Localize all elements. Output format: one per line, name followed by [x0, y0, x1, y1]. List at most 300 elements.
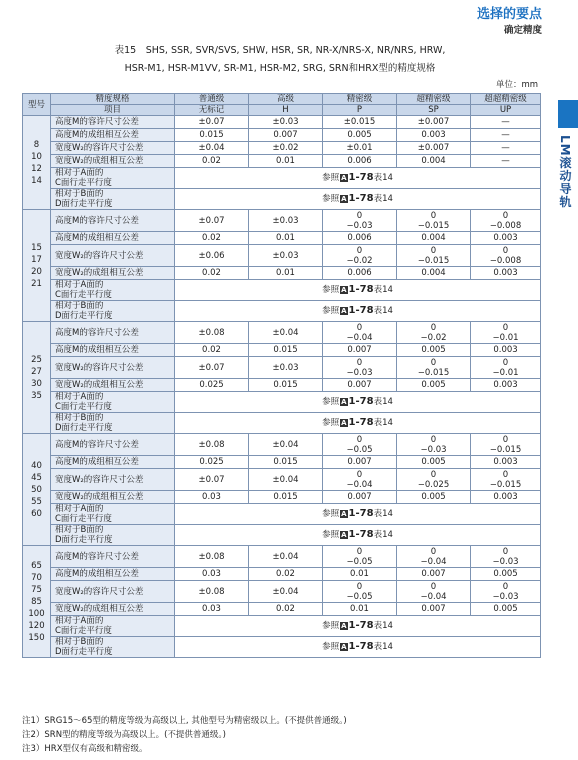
value-line: 0.007	[273, 130, 298, 140]
value-cell	[175, 491, 249, 504]
value-cell	[397, 456, 471, 469]
value-line: ±0.007	[417, 143, 450, 153]
value-line: ±0.06	[198, 250, 225, 261]
value-line: 0	[356, 357, 363, 368]
value-cell	[471, 568, 541, 581]
reference-table: 表14	[373, 397, 393, 407]
item-label: 高度M的容许尺寸公差	[51, 322, 175, 344]
reference-cell	[175, 616, 541, 637]
value-cell	[323, 155, 397, 168]
tolerance-row	[23, 322, 541, 344]
reference-section-mark: A	[341, 419, 347, 427]
tolerance-row	[23, 434, 541, 456]
value-line: 0.004	[421, 268, 446, 278]
value-line: ±0.03	[272, 117, 299, 127]
tolerance-row	[23, 210, 541, 232]
value-line: 0.007	[347, 345, 372, 355]
value-cell	[471, 232, 541, 245]
model-size: 45	[31, 472, 42, 483]
value-cell	[397, 210, 471, 232]
value-line: 0.003	[493, 492, 518, 502]
value-line: 0.01	[276, 233, 295, 243]
item-label-line: 相对于A面的	[55, 280, 104, 290]
value-line: −0.03	[346, 367, 373, 378]
value-cell	[323, 603, 397, 616]
reference-page: 1-78	[348, 508, 374, 519]
reference-prefix: 参照	[322, 418, 340, 428]
footnotes	[22, 714, 347, 756]
value-cell	[249, 322, 323, 344]
model-size: 20	[31, 266, 42, 277]
value-line: —	[501, 143, 510, 153]
tolerance-row	[23, 546, 541, 568]
model-size: 21	[31, 278, 42, 289]
value-cell	[323, 322, 397, 344]
value-cell	[323, 546, 397, 568]
item-label: 高度M的成组相互公差	[51, 456, 175, 469]
header-grade-code: UP	[471, 105, 541, 116]
value-line: 0.005	[347, 130, 372, 140]
value-cell	[175, 142, 249, 155]
item-label: 宽度W₂的容许尺寸公差	[51, 469, 175, 491]
value-line: 0.03	[202, 569, 221, 579]
tolerance-row	[23, 232, 541, 245]
model-sizes-cell	[23, 546, 51, 658]
value-cell	[471, 357, 541, 379]
model-size: 25	[31, 354, 42, 365]
value-line: −0.05	[346, 556, 373, 567]
value-cell	[175, 379, 249, 392]
value-line: −0.015	[417, 220, 450, 231]
value-cell	[323, 267, 397, 280]
model-size: 100	[28, 608, 45, 619]
value-cell	[397, 581, 471, 603]
parallelism-row	[23, 189, 541, 210]
value-line: −0.015	[417, 255, 450, 266]
value-cell	[175, 116, 249, 129]
parallelism-row	[23, 168, 541, 189]
value-line: 0.02	[202, 156, 221, 166]
value-line: 0	[430, 546, 437, 557]
item-label	[51, 301, 175, 322]
model-sizes-cell	[23, 210, 51, 322]
item-label: 高度M的成组相互公差	[51, 129, 175, 142]
model-size: 150	[28, 632, 45, 643]
value-line: ±0.01	[346, 143, 373, 153]
subsection-title: 确定精度	[503, 25, 542, 36]
value-line: −0.05	[346, 444, 373, 455]
value-line: −0.015	[489, 444, 522, 455]
footnote: 注2）SRN型的精度等级为高级以上。(不提供普通级。)	[22, 730, 226, 740]
value-line: 0.007	[347, 380, 372, 390]
value-cell	[175, 357, 249, 379]
value-line: ±0.07	[198, 215, 225, 226]
value-line: ±0.07	[198, 362, 225, 373]
model-size: 55	[31, 496, 42, 507]
header-grade-code: 无标记	[175, 105, 249, 116]
reference-table: 表14	[373, 306, 393, 316]
value-cell	[471, 603, 541, 616]
model-size: 27	[31, 366, 42, 377]
value-cell	[175, 568, 249, 581]
reference-prefix: 参照	[322, 194, 340, 204]
value-cell	[397, 344, 471, 357]
reference-section-mark: A	[341, 174, 347, 182]
parallelism-row	[23, 616, 541, 637]
item-label-line: 相对于A面的	[55, 616, 104, 626]
value-line: 0.015	[199, 130, 224, 140]
tolerance-row	[23, 267, 541, 280]
item-label: 高度M的容许尺寸公差	[51, 434, 175, 456]
value-line: 0.025	[199, 457, 224, 467]
value-line: ±0.04	[272, 586, 299, 597]
reference-cell	[175, 301, 541, 322]
value-cell	[471, 267, 541, 280]
value-line: 0	[356, 469, 363, 480]
item-label-line: D面行走平行度	[55, 423, 113, 433]
item-label-line: C面行走平行度	[55, 514, 112, 524]
value-cell	[323, 142, 397, 155]
value-cell	[249, 357, 323, 379]
tolerance-row	[23, 568, 541, 581]
tolerance-row	[23, 379, 541, 392]
value-cell	[249, 434, 323, 456]
model-size: 30	[31, 378, 42, 389]
model-size: 14	[31, 175, 42, 186]
model-sizes-cell	[23, 434, 51, 546]
item-label-line: 相对于B面的	[55, 413, 104, 423]
header-grade-code: H	[249, 105, 323, 116]
item-label	[51, 637, 175, 658]
model-size: 40	[31, 460, 42, 471]
item-label-line: 相对于B面的	[55, 637, 104, 647]
item-label: 宽度W₂的容许尺寸公差	[51, 581, 175, 603]
value-line: 0.005	[421, 380, 446, 390]
item-label: 宽度W₂的成组相互公差	[51, 155, 175, 168]
value-line: −0.02	[346, 255, 373, 266]
item-label-line: 相对于A面的	[55, 392, 104, 402]
value-line: 0.006	[347, 156, 372, 166]
reference-table: 表14	[373, 173, 393, 183]
item-label-line: D面行走平行度	[55, 535, 113, 545]
value-line: −0.05	[346, 591, 373, 602]
model-sizes-cell	[23, 116, 51, 210]
value-cell	[175, 434, 249, 456]
value-line: 0.007	[347, 492, 372, 502]
reference-section-mark: A	[341, 195, 347, 203]
item-label: 高度M的容许尺寸公差	[51, 116, 175, 129]
item-label	[51, 189, 175, 210]
reference-table: 表14	[373, 285, 393, 295]
value-cell	[175, 155, 249, 168]
reference-cell	[175, 168, 541, 189]
value-cell	[397, 603, 471, 616]
value-cell	[249, 267, 323, 280]
model-size: 17	[31, 254, 42, 265]
header-grade-name: 超精密级	[397, 94, 471, 105]
value-cell	[471, 210, 541, 232]
tolerance-row	[23, 344, 541, 357]
value-line: 0.02	[276, 604, 295, 614]
parallelism-row	[23, 637, 541, 658]
value-line: 0	[502, 581, 509, 592]
parallelism-row	[23, 392, 541, 413]
value-line: ±0.007	[417, 117, 450, 127]
value-line: 0	[430, 357, 437, 368]
reference-cell	[175, 189, 541, 210]
reference-cell	[175, 280, 541, 301]
value-cell	[397, 267, 471, 280]
reference-prefix: 参照	[322, 621, 340, 631]
item-label-line: D面行走平行度	[55, 199, 113, 209]
value-cell	[397, 357, 471, 379]
value-cell	[471, 129, 541, 142]
reference-table: 表14	[373, 642, 393, 652]
value-cell	[323, 434, 397, 456]
value-line: 0	[430, 434, 437, 445]
value-cell	[175, 232, 249, 245]
reference-section-mark: A	[341, 643, 347, 651]
header-grade-name: 超超精密级	[471, 94, 541, 105]
value-line: −0.03	[492, 556, 519, 567]
model-size: 10	[31, 151, 42, 162]
parallelism-row	[23, 504, 541, 525]
value-cell	[471, 469, 541, 491]
value-line: 0.015	[273, 345, 298, 355]
value-cell	[175, 322, 249, 344]
reference-section-mark: A	[341, 622, 347, 630]
tolerance-row	[23, 603, 541, 616]
value-cell	[397, 245, 471, 267]
value-cell	[249, 568, 323, 581]
value-line: −0.03	[346, 220, 373, 231]
reference-page: 1-78	[348, 641, 374, 652]
value-line: −0.04	[346, 479, 373, 490]
value-line: 0.02	[202, 268, 221, 278]
model-sizes-cell	[23, 322, 51, 434]
value-line: 0	[502, 469, 509, 480]
value-cell	[397, 379, 471, 392]
value-cell	[397, 491, 471, 504]
value-line: 0.007	[421, 569, 446, 579]
value-cell	[249, 210, 323, 232]
value-line: ±0.07	[198, 474, 225, 485]
value-line: ±0.04	[198, 143, 225, 153]
side-tab-marker	[558, 100, 578, 128]
value-line: ±0.08	[198, 327, 225, 338]
value-line: 0.003	[493, 457, 518, 467]
value-line: 0.015	[273, 457, 298, 467]
value-line: 0.003	[493, 380, 518, 390]
item-label: 宽度W₂的成组相互公差	[51, 603, 175, 616]
value-cell	[397, 568, 471, 581]
value-line: −0.04	[346, 332, 373, 343]
value-cell	[397, 322, 471, 344]
reference-page: 1-78	[348, 193, 374, 204]
value-line: 0.006	[347, 268, 372, 278]
value-cell	[249, 456, 323, 469]
value-line: 0.03	[202, 604, 221, 614]
reference-page: 1-78	[348, 305, 374, 316]
reference-prefix: 参照	[322, 306, 340, 316]
value-cell	[249, 546, 323, 568]
reference-prefix: 参照	[322, 285, 340, 295]
value-cell	[397, 434, 471, 456]
value-cell	[471, 322, 541, 344]
value-cell	[175, 581, 249, 603]
footnote: 注1）SRG15～65型的精度等级为高级以上, 其他型号为精密级以上。(不提供普通级。)	[22, 716, 347, 726]
value-cell	[175, 210, 249, 232]
parallelism-row	[23, 280, 541, 301]
value-line: ±0.07	[198, 117, 225, 127]
value-cell	[323, 568, 397, 581]
value-cell	[249, 232, 323, 245]
value-cell	[471, 245, 541, 267]
item-label	[51, 413, 175, 434]
value-cell	[471, 116, 541, 129]
tolerance-row	[23, 456, 541, 469]
value-line: 0.005	[421, 345, 446, 355]
value-line: ±0.04	[272, 474, 299, 485]
value-cell	[323, 232, 397, 245]
reference-page: 1-78	[348, 396, 374, 407]
value-cell	[397, 155, 471, 168]
value-cell	[249, 581, 323, 603]
model-size: 35	[31, 390, 42, 401]
reference-table: 表14	[373, 418, 393, 428]
header-grade-name: 普通级	[175, 94, 249, 105]
reference-prefix: 参照	[322, 173, 340, 183]
model-size: 8	[33, 139, 40, 150]
reference-cell	[175, 637, 541, 658]
section-title: 选择的要点	[476, 7, 542, 22]
value-line: 0	[502, 245, 509, 256]
item-label-line: D面行走平行度	[55, 647, 113, 657]
model-size: 65	[31, 560, 42, 571]
value-cell	[249, 469, 323, 491]
item-label	[51, 168, 175, 189]
value-line: 0.003	[421, 130, 446, 140]
model-size: 12	[31, 163, 42, 174]
value-line: −0.03	[492, 591, 519, 602]
reference-section-mark: A	[341, 398, 347, 406]
value-cell	[249, 491, 323, 504]
value-cell	[397, 469, 471, 491]
precision-spec-table	[22, 93, 541, 658]
parallelism-row	[23, 301, 541, 322]
tolerance-row	[23, 116, 541, 129]
value-cell	[323, 210, 397, 232]
reference-cell	[175, 525, 541, 546]
reference-page: 1-78	[348, 417, 374, 428]
footnote: 注3）HRX型仅有高级和精密级。	[22, 744, 148, 754]
item-label: 高度M的容许尺寸公差	[51, 210, 175, 232]
value-cell	[323, 581, 397, 603]
model-size: 70	[31, 572, 42, 583]
value-cell	[249, 116, 323, 129]
value-cell	[323, 245, 397, 267]
value-cell	[471, 142, 541, 155]
value-line: ±0.015	[343, 117, 376, 127]
item-label	[51, 525, 175, 546]
item-label-line: 相对于B面的	[55, 189, 104, 199]
value-line: 0.01	[276, 156, 295, 166]
table-caption-line2: HSR-M1, HSR-M1VV, SR-M1, HSR-M2, SRG, SRN和HRX型的精度规格	[124, 63, 436, 74]
item-label: 高度M的成组相互公差	[51, 232, 175, 245]
value-line: 0	[356, 434, 363, 445]
value-line: −0.04	[420, 591, 447, 602]
value-line: ±0.04	[272, 439, 299, 450]
value-line: 0.005	[421, 492, 446, 502]
value-cell	[249, 603, 323, 616]
reference-section-mark: A	[341, 307, 347, 315]
value-line: 0.02	[202, 345, 221, 355]
side-tab-label: LM滚动导轨	[558, 135, 572, 209]
item-label	[51, 280, 175, 301]
reference-cell	[175, 392, 541, 413]
reference-page: 1-78	[348, 172, 374, 183]
value-line: 0	[502, 434, 509, 445]
value-line: −0.03	[420, 444, 447, 455]
header-model: 型号	[23, 94, 51, 116]
item-label-line: C面行走平行度	[55, 290, 112, 300]
value-cell	[471, 491, 541, 504]
value-line: ±0.08	[198, 551, 225, 562]
value-cell	[471, 379, 541, 392]
value-line: 0.005	[421, 457, 446, 467]
reference-table: 表14	[373, 509, 393, 519]
value-line: 0	[430, 581, 437, 592]
value-line: 0	[356, 546, 363, 557]
tolerance-row	[23, 142, 541, 155]
item-label: 宽度W₂的成组相互公差	[51, 491, 175, 504]
value-cell	[175, 245, 249, 267]
value-cell	[323, 491, 397, 504]
value-cell	[249, 155, 323, 168]
tolerance-row	[23, 469, 541, 491]
value-cell	[249, 379, 323, 392]
value-line: 0.007	[421, 604, 446, 614]
reference-section-mark: A	[341, 510, 347, 518]
model-size: 50	[31, 484, 42, 495]
value-line: 0.003	[493, 345, 518, 355]
value-line: 0.025	[199, 380, 224, 390]
item-label: 宽度W₂的容许尺寸公差	[51, 245, 175, 267]
value-line: 0	[502, 322, 509, 333]
value-cell	[249, 245, 323, 267]
table-caption-line1: 表15 SHS, SSR, SVR/SVS, SHW, HSR, SR, NR-X/NRS-X, NR/NRS, HRW,	[114, 45, 446, 56]
value-line: 0.005	[493, 604, 518, 614]
value-cell	[323, 357, 397, 379]
unit-label: 单位：mm	[495, 80, 538, 90]
value-line: −0.04	[420, 556, 447, 567]
value-line: 0	[356, 322, 363, 333]
value-line: —	[501, 156, 510, 166]
value-cell	[397, 129, 471, 142]
value-cell	[471, 434, 541, 456]
value-cell	[397, 546, 471, 568]
reference-page: 1-78	[348, 529, 374, 540]
value-line: −0.015	[489, 479, 522, 490]
value-line: 0.015	[273, 492, 298, 502]
reference-table: 表14	[373, 530, 393, 540]
value-cell	[471, 456, 541, 469]
value-cell	[323, 379, 397, 392]
value-line: 0	[430, 210, 437, 221]
value-line: 0.02	[202, 233, 221, 243]
reference-prefix: 参照	[322, 530, 340, 540]
item-label-line: 相对于B面的	[55, 301, 104, 311]
